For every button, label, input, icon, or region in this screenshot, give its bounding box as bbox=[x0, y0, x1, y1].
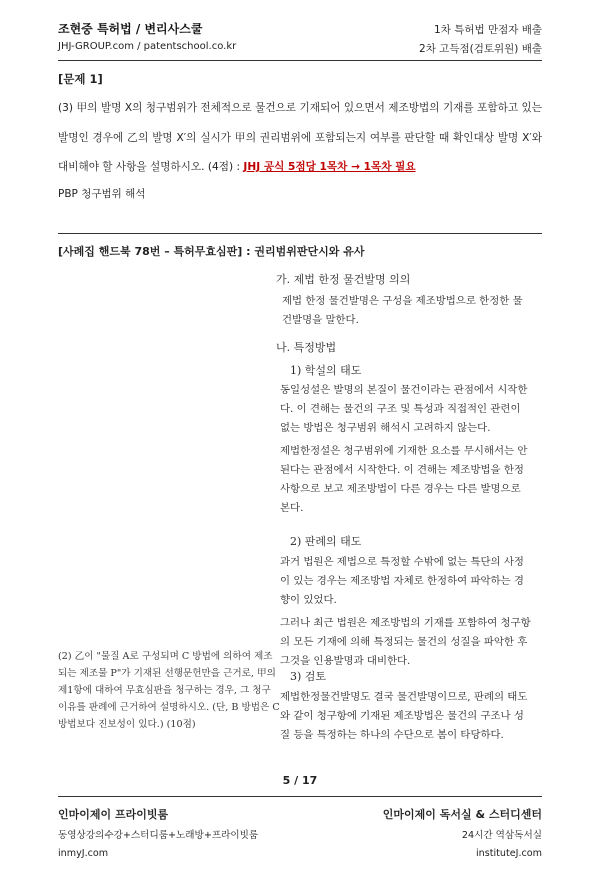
book-na-1-para2: 제법한정설은 청구범위에 기재한 요소를 무시해서는 안 된다는 관점에서 시작한다. 이 견해는 제조방법을 한정사항으로 보고 제조방법이 다른 경우는 다른 발명으로 본다. bbox=[280, 445, 528, 514]
book-section-ga: 가. 제법 한정 물건발명 의의 bbox=[276, 273, 411, 286]
header-rule bbox=[58, 60, 542, 61]
book-ga-text: 제법 한정 물건발명은 구성을 제조방법으로 한정한 물건발명을 말한다. bbox=[282, 295, 523, 326]
book-na-1-body bbox=[280, 381, 532, 518]
page-number: 5 / 17 bbox=[282, 774, 318, 787]
question-body bbox=[58, 94, 542, 183]
header-sites: JHJ-GROUP.com / patentschool.co.kr bbox=[58, 41, 237, 52]
book-na-2-heading: 2) 판례의 태도 bbox=[290, 535, 362, 548]
header-exam2: 2차 고득점(검토위원) 배출 bbox=[419, 43, 542, 55]
book-na-3-body bbox=[280, 688, 532, 745]
book-na-1-para1: 동일성설은 발명의 본질이 물건이라는 관점에서 시작한다. 이 견해는 물건의 구조 및 특성과 직접적인 관련이 없는 방법은 청구범위 해석시 고려하지 않는다. bbox=[280, 384, 528, 434]
footer-left-sub: 동영상강의수강+스터디룸+노래방+프라이빗룸 bbox=[58, 830, 259, 841]
footer-left-site: inmyJ.com bbox=[58, 848, 109, 859]
footer-right-sub: 24시간 역삼독서실 bbox=[461, 830, 542, 841]
question-highlight: JHJ 공식 5점당 1목차 → 1목차 필요 bbox=[243, 161, 416, 173]
book-na-2-body bbox=[280, 553, 532, 671]
book-ga-paragraph bbox=[282, 292, 532, 330]
question-text: (3) 甲의 발명 X의 청구범위가 전체적으로 물건으로 기재되어 있으면서 제조방법의 기재를 포함하고 있는 발명인 경우에 乙의 발명 X′의 실시가 甲의 권리범위에 포함되는지 여부를 판단할 때 확인대상 발명 X′와 대비해야 할 사항을 설명하시오. (4점) : bbox=[58, 102, 542, 173]
case-title: [사례집 핸드북 78번 – 특허무효심판] : 권리범위판단시와 유사 bbox=[58, 245, 365, 258]
book-question-text: (2) 乙이 "물질 A로 구성되며 C 방법에 의하여 제조되는 제조물 P"가 기재된 선행문헌만을 근거로, 甲의 제1항에 대하여 무효심판을 청구하는 경우, 그 청구이유를 판례에 근거하여 설명하시오. (단, B 방법은 C 방법보다 진보성이 있다.) (10점) bbox=[58, 651, 280, 730]
book-na-2-para1: 과거 법원은 제법으로 특정할 수밖에 없는 특단의 사정이 있는 경우는 제조방법 자체로 한정하여 파악하는 경향이 있었다. bbox=[280, 556, 524, 606]
book-section-na: 나. 특정방법 bbox=[276, 341, 337, 354]
book-na-3-para1: 제법한정물건발명도 결국 물건발명이므로, 판례의 태도와 같이 청구항에 기재된 제조방법은 물건의 구조나 성질 등을 특정하는 하나의 수단으로 봄이 타당하다. bbox=[280, 691, 528, 741]
footer-right-title: 인마이제이 독서실 & 스터디센터 bbox=[382, 808, 542, 821]
header-author: 조현중 특허법 / 변리사스쿨 bbox=[58, 22, 203, 36]
footer-right-site: instituteJ.com bbox=[475, 848, 542, 859]
question-title: [문제 1] bbox=[58, 72, 103, 86]
header-exam1: 1차 특허법 만점자 배출 bbox=[434, 24, 542, 36]
question-subtitle: PBP 청구범위 해석 bbox=[58, 188, 146, 200]
footer-left-title: 인마이제이 프라이빗룸 bbox=[58, 808, 169, 821]
book-na-2-para2: 그러나 최근 법원은 제조방법의 기재를 포함하여 청구항의 모든 기재에 의해 특정되는 물건의 성질을 파악한 후 그것을 인용발명과 대비한다. bbox=[280, 617, 531, 667]
section-rule bbox=[58, 233, 542, 234]
book-na-1-heading: 1) 학설의 태도 bbox=[290, 364, 362, 377]
footer-rule bbox=[58, 796, 542, 797]
book-question-box bbox=[58, 648, 280, 733]
book-na-3-heading: 3) 검토 bbox=[290, 670, 327, 683]
